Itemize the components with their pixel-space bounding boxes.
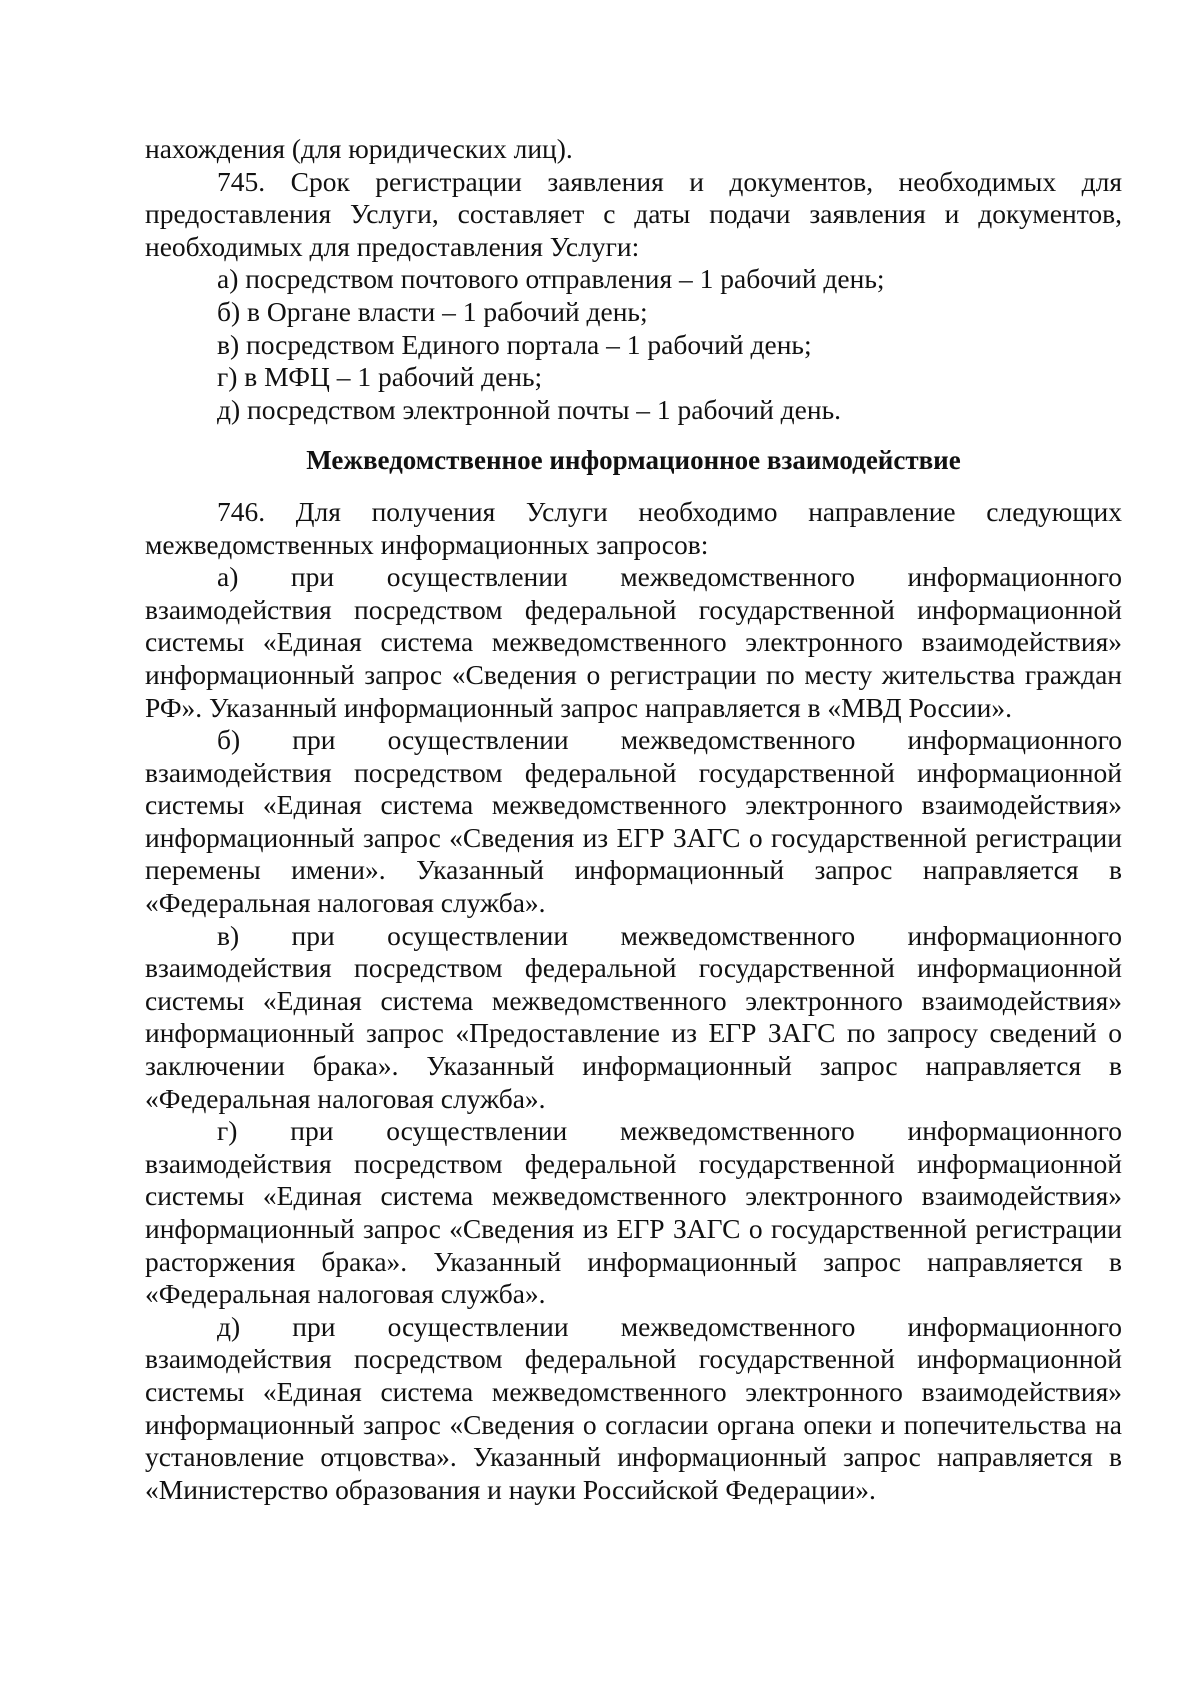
list-item: б) при осуществлении межведомственного информационного взаимодействия посредством федеральной государственной информационной системы «Единая система межведомственного электронного взаимодействия» информационный запрос «Сведения из ЕГР ЗАГС о государственной регистрации перемены имени». Указанный информационный запрос направляется в «Федеральная налоговая служба». — [145, 724, 1122, 919]
list-item: д) при осуществлении межведомственного информационного взаимодействия посредством федеральной государственной информационной системы «Единая система межведомственного электронного взаимодействия» информационный запрос «Сведения о согласии органа опеки и попечительства на установление отцовства». Указанный информационный запрос направляется в «Министерство образования и науки Российской Федерации». — [145, 1310, 1122, 1505]
intro-line: нахождения (для юридических лиц). — [145, 133, 573, 164]
paragraph-746: 746. Для получения Услуги необходимо направление следующих межведомственных информационных запросов: — [145, 495, 1122, 560]
list-item: г) при осуществлении межведомственного информационного взаимодействия посредством федеральной государственной информационной системы «Единая система межведомственного электронного взаимодействия» информационный запрос «Сведения из ЕГР ЗАГС о государственной регистрации расторжения брака». Указанный информационный запрос направляется в «Федеральная налоговая служба». — [145, 1115, 1122, 1310]
list-item: д) посредством электронной почты – 1 рабочий день. — [217, 393, 842, 425]
list-item: а) при осуществлении межведомственного информационного взаимодействия посредством федеральной государственной информационной системы «Единая система межведомственного электронного взаимодействия» информационный запрос «Сведения о регистрации по месту жительства граждан РФ». Указанный информационный запрос направляется в «МВД России». — [145, 561, 1122, 723]
list-item: а) посредством почтового отправления – 1 рабочий день; — [217, 263, 885, 295]
paragraph-745: 745. Срок регистрации заявления и документов, необходимых для предоставления Услуги, составляет с даты подачи заявления и документов, необходимых для предоставления Услуги: — [145, 165, 1122, 262]
list-item: г) в МФЦ – 1 рабочий день; — [217, 361, 543, 393]
list-item: в) при осуществлении межведомственного информационного взаимодействия посредством федеральной государственной информационной системы «Единая система межведомственного электронного взаимодействия» информационный запрос «Предоставление из ЕГР ЗАГС по запросу сведений о заключении брака». Указанный информационный запрос направляется в «Федеральная налоговая служба». — [145, 919, 1122, 1114]
document-page — [145, 133, 1122, 1506]
list-item: б) в Органе власти – 1 рабочий день; — [217, 295, 648, 327]
section-heading: Межведомственное информационное взаимодействие — [306, 445, 961, 476]
list-item: в) посредством Единого портала – 1 рабочий день; — [217, 328, 812, 360]
